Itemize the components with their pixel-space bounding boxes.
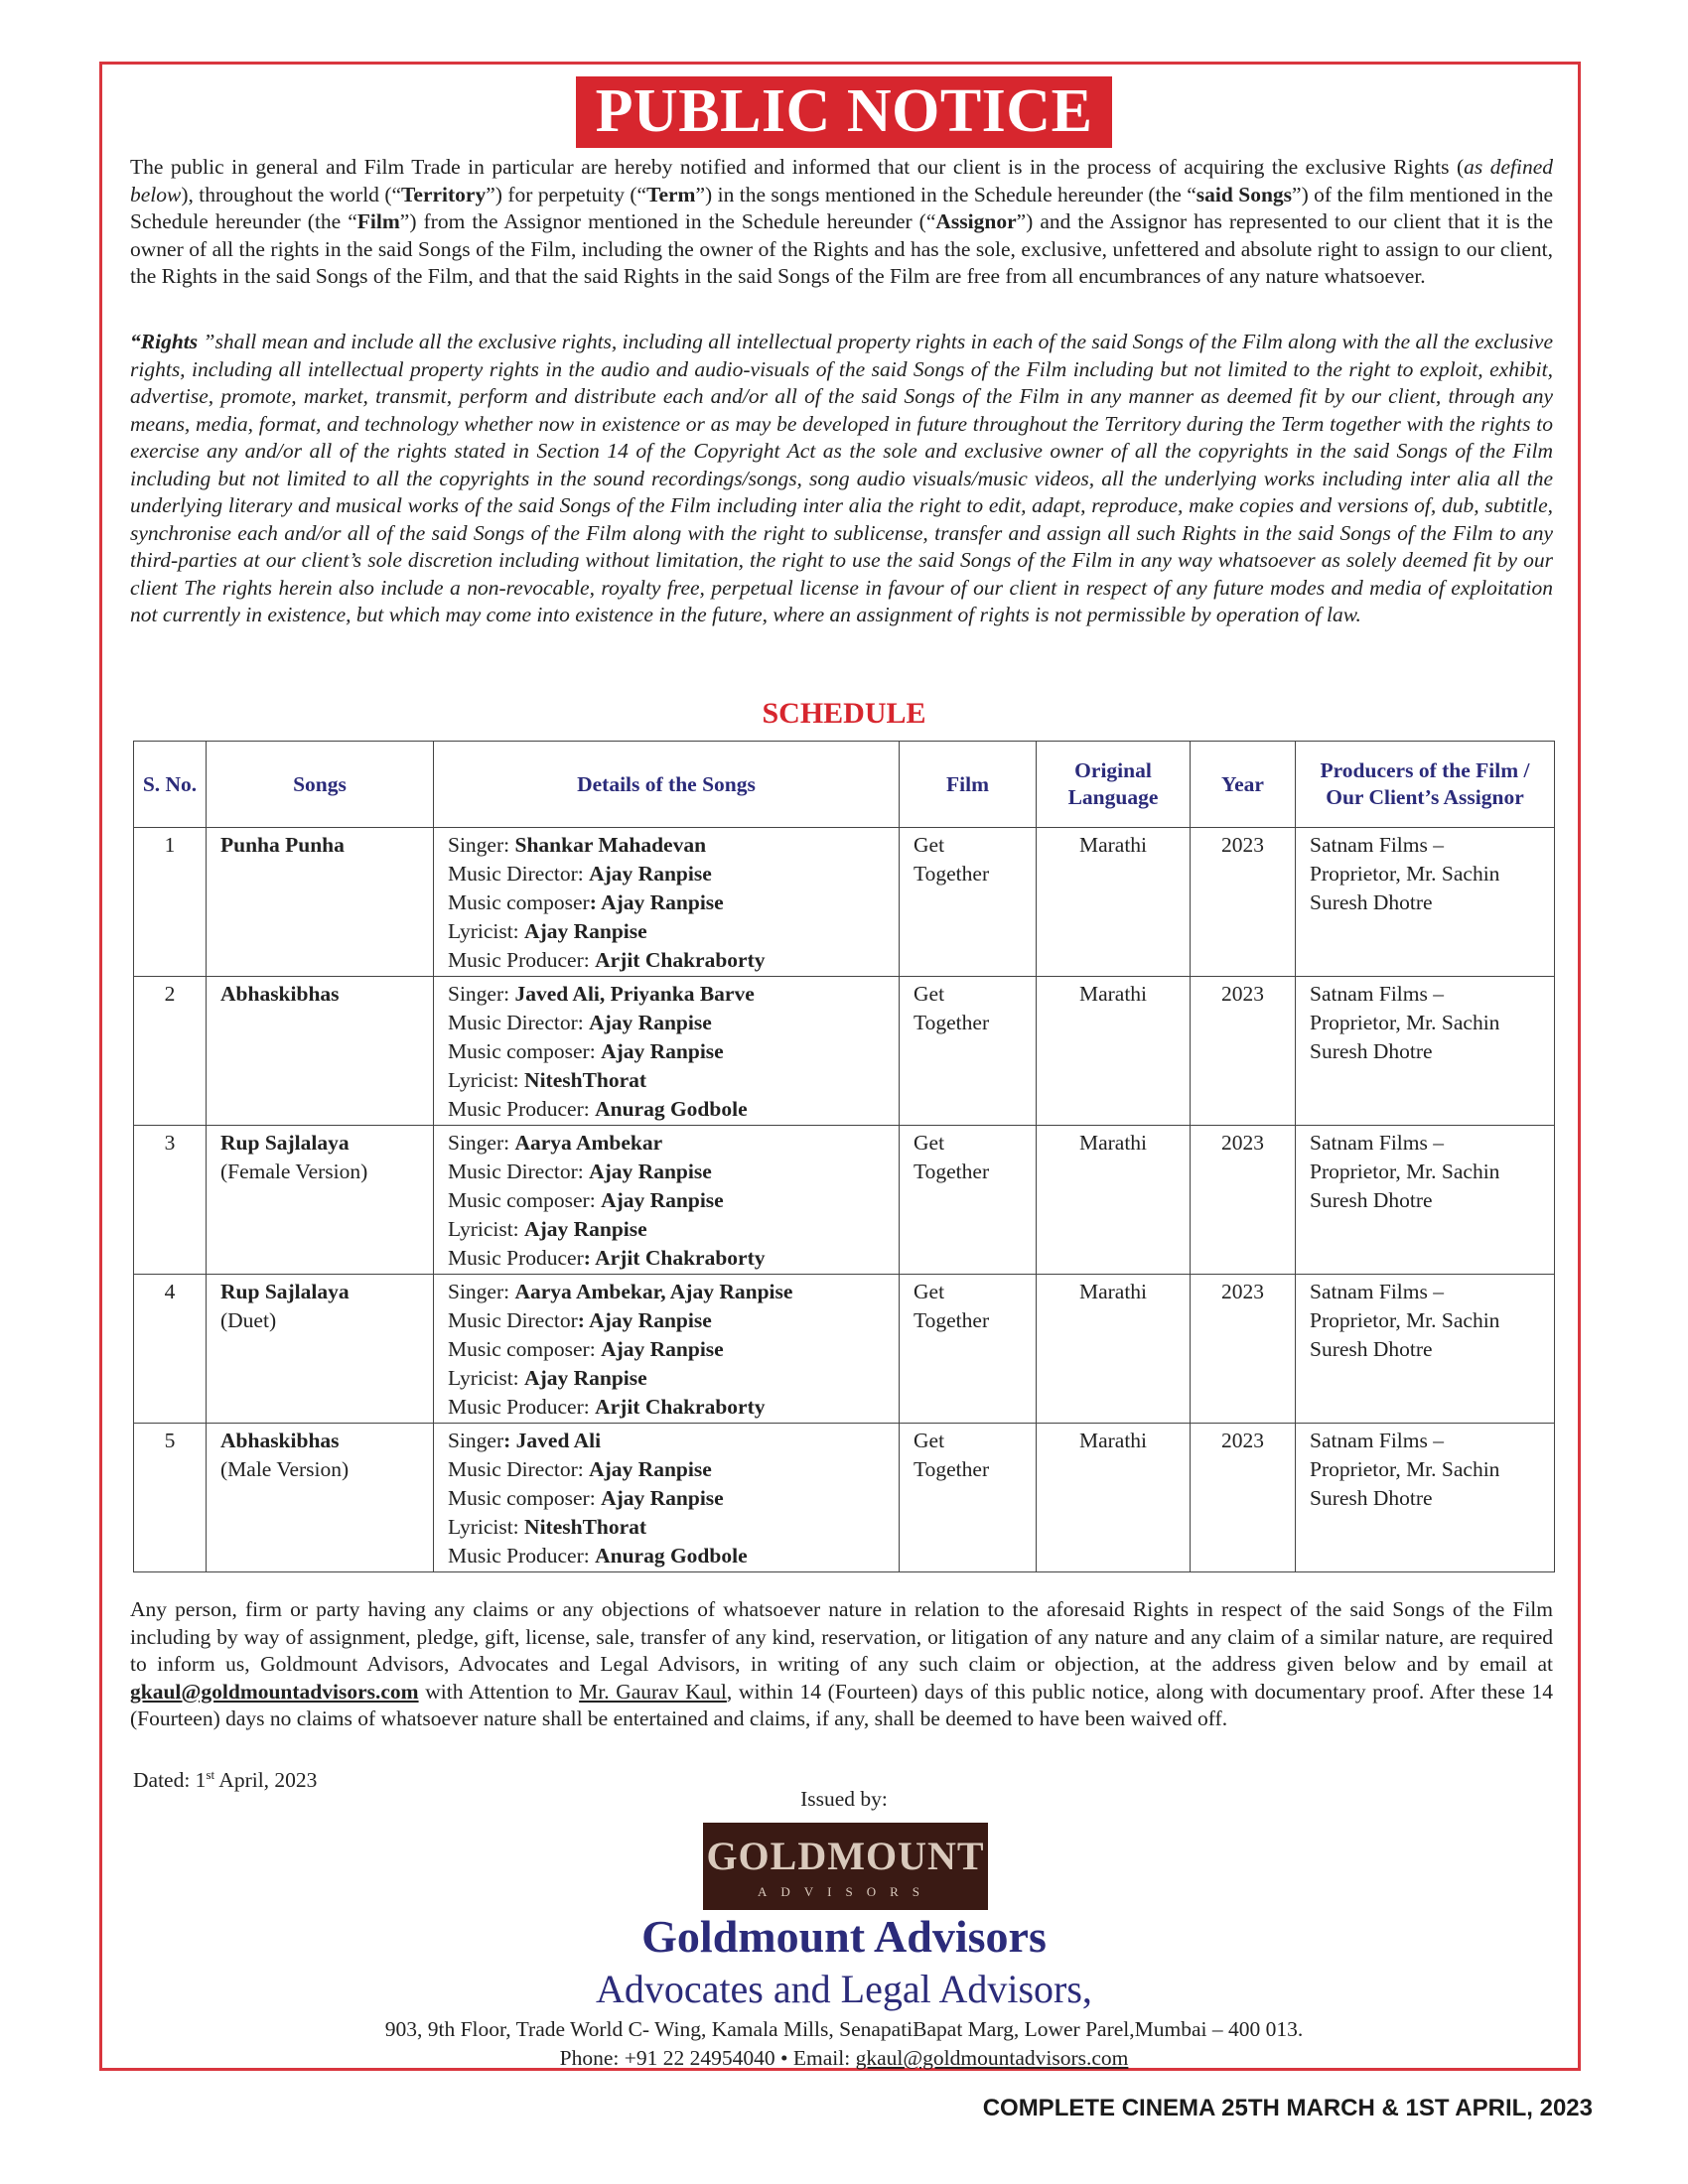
notice-title: PUBLIC NOTICE bbox=[576, 76, 1113, 148]
intro-text: ), throughout the world (“ bbox=[181, 182, 402, 206]
cell-producers: Satnam Films – Proprietor, Mr. Sachin Suresh Dhotre bbox=[1296, 1126, 1555, 1275]
firm-name: Goldmount Advisors bbox=[641, 1911, 1047, 1962]
detail-line bbox=[448, 1066, 885, 1095]
detail-label: Lyricist: bbox=[448, 919, 525, 943]
dated-suffix: April, 2023 bbox=[214, 1768, 318, 1793]
cell-details bbox=[434, 1424, 900, 1572]
cell-song bbox=[207, 1424, 434, 1572]
detail-value: Arjit Chakraborty bbox=[595, 948, 766, 972]
claims-email-link[interactable]: gkaul@goldmountadvisors.com bbox=[130, 1679, 419, 1704]
detail-label: Lyricist: bbox=[448, 1068, 525, 1092]
detail-value: : Ajay Ranpise bbox=[577, 1308, 712, 1332]
intro-paragraph bbox=[130, 154, 1553, 291]
firm-phone: Phone: +91 22 24954040 • Email: bbox=[559, 2046, 856, 2070]
detail-value: : Ajay Ranpise bbox=[589, 890, 724, 914]
cell-producers: Satnam Films – Proprietor, Mr. Sachin Suresh Dhotre bbox=[1296, 828, 1555, 977]
detail-value: Ajay Ranpise bbox=[589, 1011, 712, 1034]
firm-email-link[interactable]: gkaul@goldmountadvisors.com bbox=[855, 2046, 1129, 2070]
detail-label: Music Producer: bbox=[448, 1544, 596, 1568]
intro-text: The public in general and Film Trade in particular are hereby notified and informed that our client is in the process of acquiring the exclusive Rights ( bbox=[130, 155, 1465, 179]
cell-language: Marathi bbox=[1037, 977, 1191, 1126]
header-language: Original Language bbox=[1037, 742, 1191, 828]
detail-label: Lyricist: bbox=[448, 1217, 525, 1241]
detail-label: Lyricist: bbox=[448, 1515, 525, 1539]
cell-sno: 3 bbox=[134, 1126, 207, 1275]
issued-by-label: Issued by: bbox=[800, 1787, 888, 1811]
detail-line bbox=[448, 1393, 885, 1422]
detail-line bbox=[448, 1009, 885, 1037]
detail-label: Singer: bbox=[448, 833, 515, 857]
cell-producers: Satnam Films – Proprietor, Mr. Sachin Suresh Dhotre bbox=[1296, 1424, 1555, 1572]
detail-label: Singer: bbox=[448, 982, 515, 1006]
detail-value: Ajay Ranpise bbox=[601, 1337, 724, 1361]
detail-label: Music composer bbox=[448, 890, 590, 914]
detail-line bbox=[448, 860, 885, 888]
detail-line bbox=[448, 946, 885, 975]
cell-film: Get Together bbox=[900, 1126, 1037, 1275]
dated-prefix: Dated: 1 bbox=[133, 1768, 207, 1793]
header-songs: Songs bbox=[207, 742, 434, 828]
intro-text: ”) in the songs mentioned in the Schedule hereunder (the “ bbox=[695, 182, 1196, 206]
table-row bbox=[134, 1126, 1555, 1275]
detail-value: NiteshThorat bbox=[524, 1515, 647, 1539]
detail-line bbox=[448, 917, 885, 946]
cell-sno: 5 bbox=[134, 1424, 207, 1572]
intro-text: ”) for perpetuity (“ bbox=[486, 182, 647, 206]
detail-value: Ajay Ranpise bbox=[524, 919, 647, 943]
firm-contact bbox=[0, 2046, 1688, 2071]
attention-name: Mr. Gaurav Kaul bbox=[579, 1679, 727, 1704]
claims-text: with Attention to bbox=[418, 1679, 580, 1704]
header-sno: S. No. bbox=[134, 742, 207, 828]
cell-film: Get Together bbox=[900, 977, 1037, 1126]
table-row bbox=[134, 1275, 1555, 1424]
detail-value: Anurag Godbole bbox=[595, 1097, 748, 1121]
detail-line bbox=[448, 980, 885, 1009]
detail-label: Music composer: bbox=[448, 1337, 602, 1361]
header-producers: Producers of the Film / Our Client’s Assignor bbox=[1296, 742, 1555, 828]
cell-sno: 4 bbox=[134, 1275, 207, 1424]
detail-value: Ajay Ranpise bbox=[524, 1217, 647, 1241]
detail-label: Singer: bbox=[448, 1131, 515, 1155]
detail-line bbox=[448, 1186, 885, 1215]
song-version: (Female Version) bbox=[220, 1160, 368, 1183]
detail-label: Music Producer: bbox=[448, 948, 596, 972]
detail-label: Lyricist: bbox=[448, 1366, 525, 1390]
header-film: Film bbox=[900, 742, 1037, 828]
firm-address: 903, 9th Floor, Trade World C- Wing, Kamala Mills, SenapatiBapat Marg, Lower Parel,Mumbai – 400 013. bbox=[384, 2017, 1304, 2041]
song-title: Punha Punha bbox=[220, 833, 345, 857]
detail-line bbox=[448, 1513, 885, 1542]
cell-song bbox=[207, 828, 434, 977]
intro-text: ”) and the Assignor has represented to our client that it is the owner of all the rights in the said Songs of the Film, including the owner of the Rights and has the sole, exclusive, unfettered and absolute right to assign to our client, the Rights in the said Songs of the Film, and that the said Rights in the said Songs of the Film are free from all encumbrances of any nature whatsoever. bbox=[130, 209, 1553, 288]
detail-line bbox=[448, 1129, 885, 1158]
detail-value: Ajay Ranpise bbox=[524, 1366, 647, 1390]
detail-value: Ajay Ranpise bbox=[601, 1486, 724, 1510]
detail-value: : Javed Ali bbox=[503, 1429, 602, 1452]
logo-sub-text: ADVISORS bbox=[757, 1884, 933, 1899]
detail-line bbox=[448, 888, 885, 917]
detail-value: Ajay Ranpise bbox=[601, 1188, 724, 1212]
schedule-heading: SCHEDULE bbox=[762, 697, 926, 730]
detail-label: Singer bbox=[448, 1429, 504, 1452]
cell-details bbox=[434, 828, 900, 977]
detail-value: Ajay Ranpise bbox=[589, 1160, 712, 1183]
cell-producers: Satnam Films – Proprietor, Mr. Sachin Suresh Dhotre bbox=[1296, 1275, 1555, 1424]
detail-label: Music Director: bbox=[448, 1160, 590, 1183]
detail-value: Arjit Chakraborty bbox=[595, 1395, 766, 1419]
rights-text: ”shall mean and include all the exclusive rights, including all intellectual property rights in each of the said Songs of the Film along with the all the exclusive rights, including all intellectual property rights in the audio and audio-visuals of the said Songs of the Film including but not limited to the right to exploit, exhibit, advertise, promote, market, transmit, perform and distribute each and/or all of the said Songs of the Film in any manner as deemed fit by our client, through any means, media, format, and technology whether now in existence or as may be developed in future throughout the Territory during the Term together with the rights to exercise any and/or all of the rights stated in Section 14 of the Copyright Act as the sole and exclusive owner of all the copyrights in the said Songs of the Film including but not limited to all the copyrights in the sound recordings/songs, song audio visuals/music videos, all the underlying works including inter alia all the underlying literary and musical works of the said Songs of the Film including inter alia the right to edit, adapt, reproduce, make copies and versions of, dub, subtitle, synchronise each and/or all of the said Songs of the Film along with the right to sublicense, transfer and assign all such Rights in the said Songs of the Film to any third-parties at our client’s sole discretion including without limitation, the right to use the said Songs of the Film in any way whatsoever as solely deemed fit by our client The rights herein also include a non-revocable, royalty free, perpetual license in favour of our client in respect of any future modes and media of exploitation not currently in existence, but which may come into existence in the future, where an assignment of rights is not permissible by operation of law. bbox=[130, 330, 1553, 626]
detail-value: NiteshThorat bbox=[524, 1068, 647, 1092]
table-row bbox=[134, 1424, 1555, 1572]
detail-label: Music Producer: bbox=[448, 1097, 596, 1121]
intro-text: ”) of the film mentioned in the Schedule hereunder (the “ bbox=[130, 182, 1553, 233]
cell-year: 2023 bbox=[1191, 1126, 1296, 1275]
term-territory: Territory bbox=[401, 182, 487, 206]
detail-label: Music Producer: bbox=[448, 1395, 596, 1419]
table-header-row bbox=[134, 742, 1555, 828]
table-row bbox=[134, 977, 1555, 1126]
detail-value: Anurag Godbole bbox=[595, 1544, 748, 1568]
cell-film: Get Together bbox=[900, 1424, 1037, 1572]
cell-producers: Satnam Films – Proprietor, Mr. Sachin Suresh Dhotre bbox=[1296, 977, 1555, 1126]
song-version: (Duet) bbox=[220, 1308, 277, 1332]
goldmount-logo bbox=[703, 1823, 988, 1910]
detail-label: Music composer: bbox=[448, 1188, 602, 1212]
detail-label: Music Director: bbox=[448, 862, 590, 886]
song-title: Abhaskibhas bbox=[220, 982, 340, 1006]
detail-line bbox=[448, 1542, 885, 1570]
detail-line bbox=[448, 1095, 885, 1124]
publication-footer: COMPLETE CINEMA 25TH MARCH & 1ST APRIL, 2023 bbox=[982, 2095, 1593, 2121]
dated-sup: st bbox=[206, 1767, 215, 1782]
detail-line bbox=[448, 1278, 885, 1306]
claims-paragraph bbox=[130, 1596, 1553, 1733]
detail-label: Music Director bbox=[448, 1308, 578, 1332]
cell-sno: 1 bbox=[134, 828, 207, 977]
detail-value: Ajay Ranpise bbox=[589, 862, 712, 886]
rights-definition-paragraph bbox=[130, 329, 1553, 629]
detail-value: Aarya Ambekar, Ajay Ranpise bbox=[514, 1280, 793, 1303]
claims-text: Any person, firm or party having any claims or any objections of whatsoever nature in relation to the aforesaid Rights in respect of the said Songs of the Film including by way of assignment, pledge, gift, license, sale, transfer of any kind, reservation, or litigation of any nature and any claim of a similar nature, are required to inform us, Goldmount Advisors, Advocates and Legal Advisors, in writing of any such claim or objection, at the address given below and by email at bbox=[130, 1597, 1553, 1676]
detail-label: Singer: bbox=[448, 1280, 515, 1303]
cell-language: Marathi bbox=[1037, 1126, 1191, 1275]
title-banner bbox=[0, 76, 1688, 148]
cell-details bbox=[434, 1126, 900, 1275]
detail-label: Music composer: bbox=[448, 1039, 602, 1063]
cell-year: 2023 bbox=[1191, 1424, 1296, 1572]
detail-label: Music Director: bbox=[448, 1011, 590, 1034]
term-term: Term bbox=[646, 182, 696, 206]
term-assignor: Assignor bbox=[935, 209, 1017, 233]
cell-details bbox=[434, 977, 900, 1126]
cell-year: 2023 bbox=[1191, 977, 1296, 1126]
claims-text: , within 14 (Fourteen) days of this public notice, along with documentary proof. After these 14 (Fourteen) days no claims of whatsoever nature shall be entertained and claims, if any, shall be deemed to have been waived off. bbox=[130, 1679, 1553, 1730]
header-details: Details of the Songs bbox=[434, 742, 900, 828]
detail-line bbox=[448, 1455, 885, 1484]
detail-label: Music composer: bbox=[448, 1486, 602, 1510]
detail-line bbox=[448, 1484, 885, 1513]
detail-value: Shankar Mahadevan bbox=[514, 833, 707, 857]
song-title: Rup Sajlalaya bbox=[220, 1280, 350, 1303]
detail-line bbox=[448, 831, 885, 860]
detail-line bbox=[448, 1427, 885, 1455]
header-year: Year bbox=[1191, 742, 1296, 828]
cell-language: Marathi bbox=[1037, 1424, 1191, 1572]
cell-year: 2023 bbox=[1191, 1275, 1296, 1424]
detail-value: Ajay Ranpise bbox=[589, 1457, 712, 1481]
song-title: Rup Sajlalaya bbox=[220, 1131, 350, 1155]
rights-term: “Rights bbox=[130, 330, 199, 353]
detail-line bbox=[448, 1158, 885, 1186]
detail-line bbox=[448, 1335, 885, 1364]
cell-language: Marathi bbox=[1037, 828, 1191, 977]
detail-value: Javed Ali, Priyanka Barve bbox=[514, 982, 755, 1006]
cell-year: 2023 bbox=[1191, 828, 1296, 977]
cell-song bbox=[207, 1126, 434, 1275]
detail-line bbox=[448, 1037, 885, 1066]
table-row bbox=[134, 828, 1555, 977]
song-title: Abhaskibhas bbox=[220, 1429, 340, 1452]
detail-value: Ajay Ranpise bbox=[601, 1039, 724, 1063]
detail-label: Music Director: bbox=[448, 1457, 590, 1481]
cell-language: Marathi bbox=[1037, 1275, 1191, 1424]
logo-main-text: GOLDMOUNT bbox=[706, 1834, 985, 1878]
detail-value: Aarya Ambekar bbox=[514, 1131, 663, 1155]
detail-label: Music Producer bbox=[448, 1246, 584, 1270]
schedule-table bbox=[133, 741, 1555, 1572]
cell-film: Get Together bbox=[900, 1275, 1037, 1424]
term-film: Film bbox=[356, 209, 400, 233]
cell-song bbox=[207, 1275, 434, 1424]
cell-film: Get Together bbox=[900, 828, 1037, 977]
cell-sno: 2 bbox=[134, 977, 207, 1126]
intro-text: ”) from the Assignor mentioned in the Schedule hereunder (“ bbox=[399, 209, 936, 233]
firm-tagline: Advocates and Legal Advisors, bbox=[596, 1967, 1092, 2011]
song-version: (Male Version) bbox=[220, 1457, 350, 1481]
term-said-songs: said Songs bbox=[1196, 182, 1293, 206]
intro-text-italic: as defined below bbox=[130, 155, 1553, 206]
detail-line bbox=[448, 1215, 885, 1244]
detail-value: : Arjit Chakraborty bbox=[583, 1246, 766, 1270]
detail-line bbox=[448, 1306, 885, 1335]
cell-details bbox=[434, 1275, 900, 1424]
cell-song bbox=[207, 977, 434, 1126]
detail-line bbox=[448, 1244, 885, 1273]
detail-line bbox=[448, 1364, 885, 1393]
